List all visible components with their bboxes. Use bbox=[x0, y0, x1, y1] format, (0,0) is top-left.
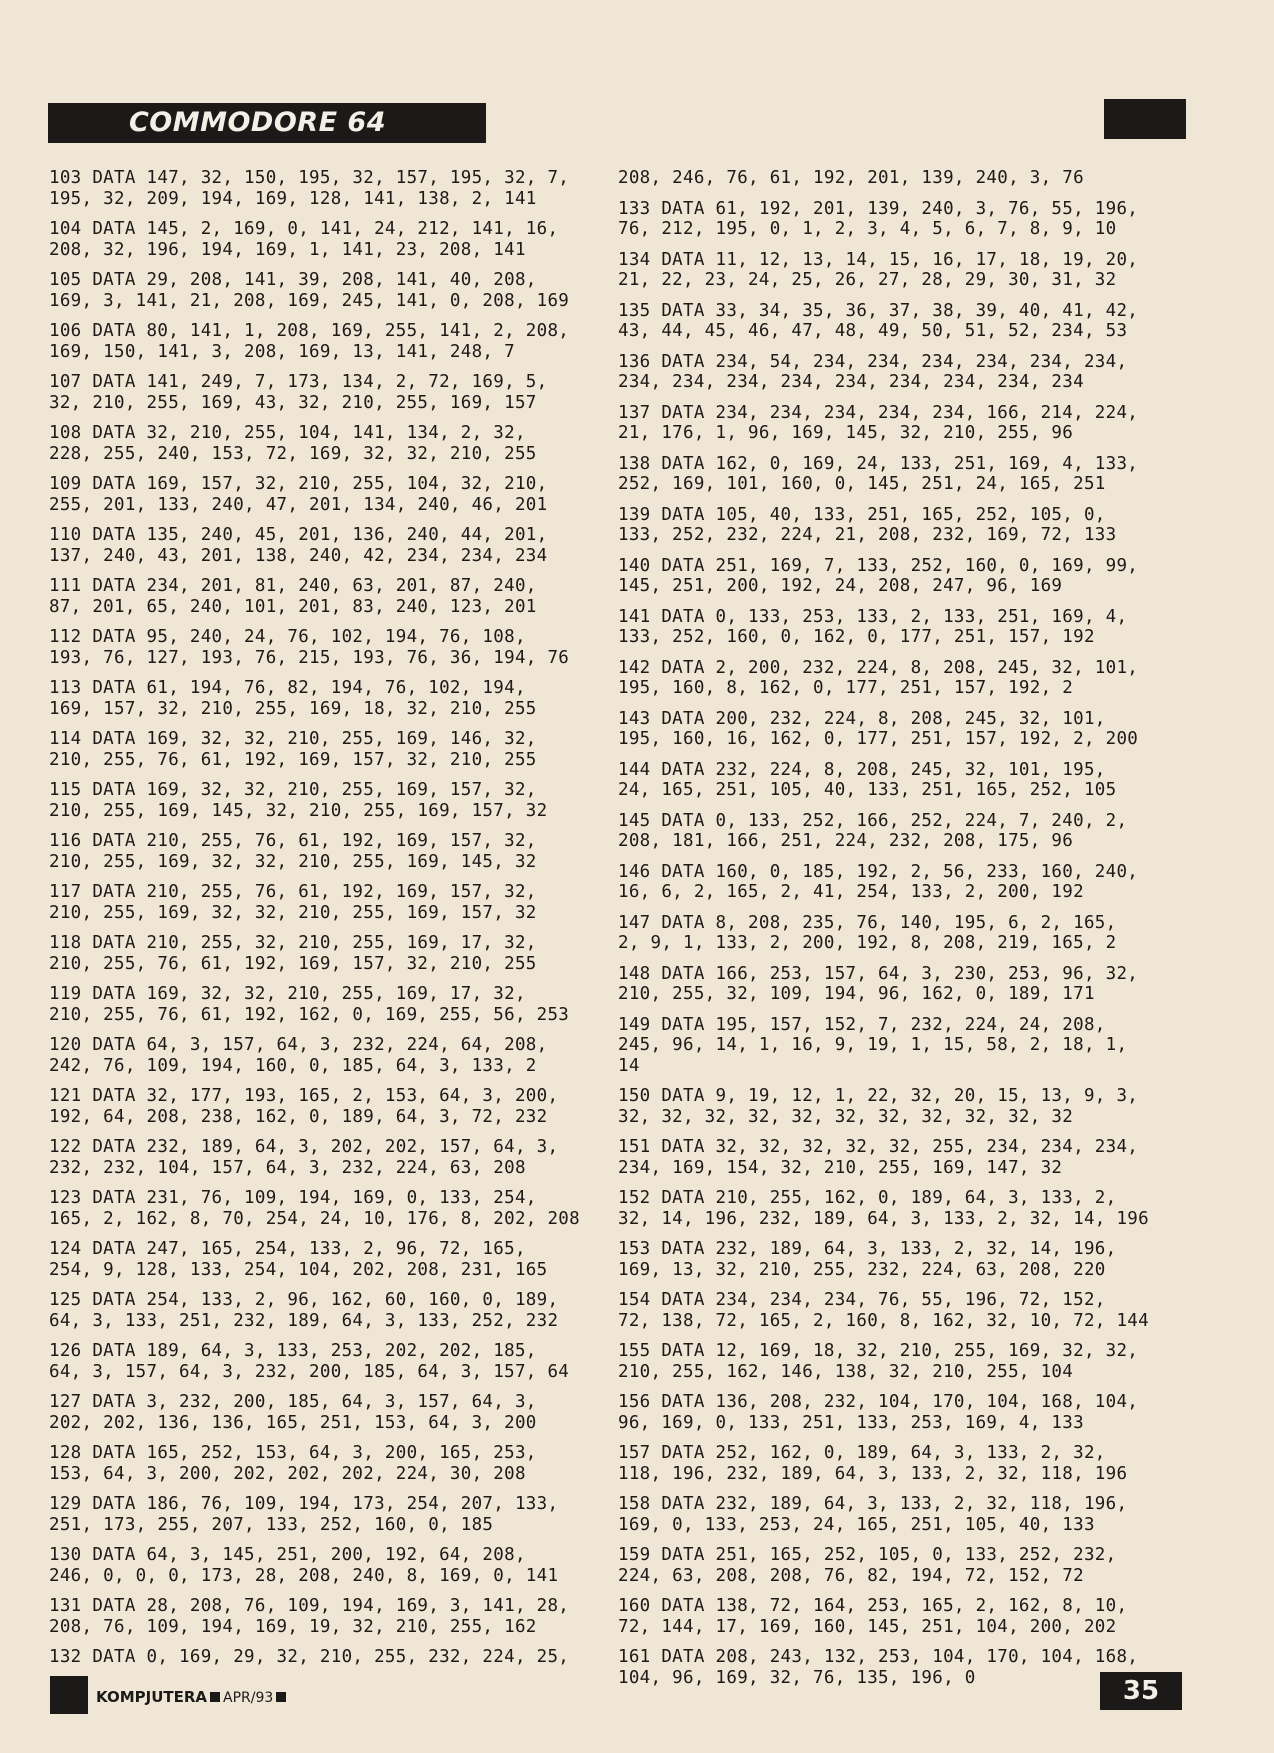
data-line: 142 DATA 2, 200, 232, 224, 8, 208, 245, 32, 101, 195, 160, 8, 162, 0, 177, 251, 157, 192, 2 bbox=[618, 657, 1139, 698]
data-line: 125 DATA 254, 133, 2, 96, 162, 60, 160, 0, 189, 64, 3, 133, 251, 232, 189, 64, 3, 133, 252, 232 bbox=[49, 1290, 559, 1331]
square-bullet-icon bbox=[210, 1692, 220, 1702]
data-line: 132 DATA 0, 169, 29, 32, 210, 255, 232, 224, 25, bbox=[49, 1647, 570, 1667]
section-header: COMMODORE 64 bbox=[48, 103, 486, 143]
footer-credit bbox=[96, 1688, 289, 1706]
issue-date: APR/93 bbox=[223, 1690, 274, 1706]
footer-logo-block bbox=[50, 1676, 88, 1714]
data-line: 106 DATA 80, 141, 1, 208, 169, 255, 141, 2, 208, 169, 150, 141, 3, 208, 169, 13, 141, 248, 7 bbox=[49, 321, 570, 362]
data-line: 127 DATA 3, 232, 200, 185, 64, 3, 157, 64, 3, 202, 202, 136, 136, 165, 251, 153, 64, 3, 200 bbox=[49, 1392, 537, 1433]
data-line: 144 DATA 232, 224, 8, 208, 245, 32, 101, 195, 24, 165, 251, 105, 40, 133, 251, 165, 252, 105 bbox=[618, 759, 1117, 800]
data-line: 124 DATA 247, 165, 254, 133, 2, 96, 72, 165, 254, 9, 128, 133, 254, 104, 202, 208, 231, 165 bbox=[49, 1239, 548, 1280]
data-line: 105 DATA 29, 208, 141, 39, 208, 141, 40, 208, 169, 3, 141, 21, 208, 169, 245, 141, 0, 208, 169 bbox=[49, 270, 570, 311]
data-line: 134 DATA 11, 12, 13, 14, 15, 16, 17, 18, 19, 20, 21, 22, 23, 24, 25, 26, 27, 28, 29, 30, 31, 32 bbox=[618, 249, 1139, 290]
data-line: 119 DATA 169, 32, 32, 210, 255, 169, 17, 32, 210, 255, 76, 61, 192, 162, 0, 169, 255, 56, 253 bbox=[49, 984, 570, 1025]
data-line: 139 DATA 105, 40, 133, 251, 165, 252, 105, 0, 133, 252, 232, 224, 21, 208, 232, 169, 72, 133 bbox=[618, 504, 1117, 545]
corner-decoration bbox=[1104, 99, 1186, 139]
data-line: 155 DATA 12, 169, 18, 32, 210, 255, 169, 32, 32, 210, 255, 162, 146, 138, 32, 210, 255, 104 bbox=[618, 1341, 1139, 1382]
data-line: 151 DATA 32, 32, 32, 32, 32, 255, 234, 234, 234, 234, 169, 154, 32, 210, 255, 169, 147, 32 bbox=[618, 1137, 1139, 1178]
data-line: 121 DATA 32, 177, 193, 165, 2, 153, 64, 3, 200, 192, 64, 208, 238, 162, 0, 189, 64, 3, 72, 232 bbox=[49, 1086, 559, 1127]
data-line: 147 DATA 8, 208, 235, 76, 140, 195, 6, 2, 165, 2, 9, 1, 133, 2, 200, 192, 8, 208, 219, 165, 2 bbox=[618, 912, 1117, 953]
data-line: 108 DATA 32, 210, 255, 104, 141, 134, 2, 32, 228, 255, 240, 153, 72, 169, 32, 32, 210, 255 bbox=[49, 423, 537, 464]
data-line: 161 DATA 208, 243, 132, 253, 104, 170, 104, 168, 104, 96, 169, 32, 76, 135, 196, 0 bbox=[618, 1647, 1139, 1688]
data-line: 143 DATA 200, 232, 224, 8, 208, 245, 32, 101, 195, 160, 16, 162, 0, 177, 251, 157, 192, 2, 200 bbox=[618, 708, 1139, 749]
data-line: 111 DATA 234, 201, 81, 240, 63, 201, 87, 240, 87, 201, 65, 240, 101, 201, 83, 240, 123, 201 bbox=[49, 576, 537, 617]
data-line: 122 DATA 232, 189, 64, 3, 202, 202, 157, 64, 3, 232, 232, 104, 157, 64, 3, 232, 224, 63, 208 bbox=[49, 1137, 559, 1178]
data-line: 154 DATA 234, 234, 234, 76, 55, 196, 72, 152, 72, 138, 72, 165, 2, 160, 8, 162, 32, 10, 72, 144 bbox=[618, 1290, 1149, 1331]
data-line: 208, 246, 76, 61, 192, 201, 139, 240, 3, 76 bbox=[618, 168, 1084, 188]
data-line: 123 DATA 231, 76, 109, 194, 169, 0, 133, 254, 165, 2, 162, 8, 70, 254, 24, 10, 176, 8, 202, 208 bbox=[49, 1188, 580, 1229]
data-line: 113 DATA 61, 194, 76, 82, 194, 76, 102, 194, 169, 157, 32, 210, 255, 169, 18, 32, 210, 255 bbox=[49, 678, 537, 719]
data-line: 160 DATA 138, 72, 164, 253, 165, 2, 162, 8, 10, 72, 144, 17, 169, 160, 145, 251, 104, 200, 202 bbox=[618, 1596, 1128, 1637]
data-line: 138 DATA 162, 0, 169, 24, 133, 251, 169, 4, 133, 252, 169, 101, 160, 0, 145, 251, 24, 165, 251 bbox=[618, 453, 1139, 494]
data-line: 149 DATA 195, 157, 152, 7, 232, 224, 24, 208, 245, 96, 14, 1, 16, 9, 19, 1, 15, 58, 2, 18, 1, 14 bbox=[618, 1014, 1128, 1076]
data-line: 118 DATA 210, 255, 32, 210, 255, 169, 17, 32, 210, 255, 76, 61, 192, 169, 157, 32, 210, 255 bbox=[49, 933, 537, 974]
data-line: 152 DATA 210, 255, 162, 0, 189, 64, 3, 133, 2, 32, 14, 196, 232, 189, 64, 3, 133, 2, 32, 14, 196 bbox=[618, 1188, 1149, 1229]
data-line: 110 DATA 135, 240, 45, 201, 136, 240, 44, 201, 137, 240, 43, 201, 138, 240, 42, 234, 234, 234 bbox=[49, 525, 548, 566]
data-line: 112 DATA 95, 240, 24, 76, 102, 194, 76, 108, 193, 76, 127, 193, 76, 215, 193, 76, 36, 194, 76 bbox=[49, 627, 570, 668]
data-line: 153 DATA 232, 189, 64, 3, 133, 2, 32, 14, 196, 169, 13, 32, 210, 255, 232, 224, 63, 208, 220 bbox=[618, 1239, 1117, 1280]
data-line: 133 DATA 61, 192, 201, 139, 240, 3, 76, 55, 196, 76, 212, 195, 0, 1, 2, 3, 4, 5, 6, 7, 8, 9, 10 bbox=[618, 198, 1139, 239]
data-line: 137 DATA 234, 234, 234, 234, 234, 166, 214, 224, 21, 176, 1, 96, 169, 145, 32, 210, 255, 96 bbox=[618, 402, 1139, 443]
data-line: 136 DATA 234, 54, 234, 234, 234, 234, 234, 234, 234, 234, 234, 234, 234, 234, 234, 234, 234 bbox=[618, 351, 1128, 392]
data-line: 146 DATA 160, 0, 185, 192, 2, 56, 233, 160, 240, 16, 6, 2, 165, 2, 41, 254, 133, 2, 200, 192 bbox=[618, 861, 1139, 902]
listing-column-right bbox=[618, 168, 1178, 1698]
data-line: 109 DATA 169, 157, 32, 210, 255, 104, 32, 210, 255, 201, 133, 240, 47, 201, 134, 240, 46, 201 bbox=[49, 474, 548, 515]
listing-column-left bbox=[49, 168, 609, 1678]
data-line: 159 DATA 251, 165, 252, 105, 0, 133, 252, 232, 224, 63, 208, 208, 76, 82, 194, 72, 152, 72 bbox=[618, 1545, 1117, 1586]
data-line: 117 DATA 210, 255, 76, 61, 192, 169, 157, 32, 210, 255, 169, 32, 32, 210, 255, 169, 157, 32 bbox=[49, 882, 537, 923]
data-line: 104 DATA 145, 2, 169, 0, 141, 24, 212, 141, 16, 208, 32, 196, 194, 169, 1, 141, 23, 208, 141 bbox=[49, 219, 559, 260]
data-line: 114 DATA 169, 32, 32, 210, 255, 169, 146, 32, 210, 255, 76, 61, 192, 169, 157, 32, 210, 255 bbox=[49, 729, 537, 770]
data-line: 103 DATA 147, 32, 150, 195, 32, 157, 195, 32, 7, 195, 32, 209, 194, 169, 128, 141, 138, 2, 141 bbox=[49, 168, 570, 209]
data-line: 150 DATA 9, 19, 12, 1, 22, 32, 20, 15, 13, 9, 3, 32, 32, 32, 32, 32, 32, 32, 32, 32, 32, 32 bbox=[618, 1086, 1139, 1127]
data-line: 135 DATA 33, 34, 35, 36, 37, 38, 39, 40, 41, 42, 43, 44, 45, 46, 47, 48, 49, 50, 51, 52, 234, 53 bbox=[618, 300, 1139, 341]
data-line: 107 DATA 141, 249, 7, 173, 134, 2, 72, 169, 5, 32, 210, 255, 169, 43, 32, 210, 255, 169, 157 bbox=[49, 372, 548, 413]
data-line: 126 DATA 189, 64, 3, 133, 253, 202, 202, 185, 64, 3, 157, 64, 3, 232, 200, 185, 64, 3, 157, 64 bbox=[49, 1341, 570, 1382]
data-line: 156 DATA 136, 208, 232, 104, 170, 104, 168, 104, 96, 169, 0, 133, 251, 133, 253, 169, 4, 133 bbox=[618, 1392, 1139, 1433]
data-line: 116 DATA 210, 255, 76, 61, 192, 169, 157, 32, 210, 255, 169, 32, 32, 210, 255, 169, 145, 32 bbox=[49, 831, 537, 872]
data-line: 157 DATA 252, 162, 0, 189, 64, 3, 133, 2, 32, 118, 196, 232, 189, 64, 3, 133, 2, 32, 118, 196 bbox=[618, 1443, 1128, 1484]
data-line: 141 DATA 0, 133, 253, 133, 2, 133, 251, 169, 4, 133, 252, 160, 0, 162, 0, 177, 251, 157, 192 bbox=[618, 606, 1128, 647]
square-bullet-icon bbox=[276, 1692, 286, 1702]
page-number: 35 bbox=[1100, 1672, 1182, 1710]
data-line: 140 DATA 251, 169, 7, 133, 252, 160, 0, 169, 99, 145, 251, 200, 192, 24, 208, 247, 96, 169 bbox=[618, 555, 1139, 596]
data-line: 129 DATA 186, 76, 109, 194, 173, 254, 207, 133, 251, 173, 255, 207, 133, 252, 160, 0, 185 bbox=[49, 1494, 559, 1535]
data-line: 120 DATA 64, 3, 157, 64, 3, 232, 224, 64, 208, 242, 76, 109, 194, 160, 0, 185, 64, 3, 133, 2 bbox=[49, 1035, 548, 1076]
data-line: 115 DATA 169, 32, 32, 210, 255, 169, 157, 32, 210, 255, 169, 145, 32, 210, 255, 169, 157, 32 bbox=[49, 780, 548, 821]
data-line: 148 DATA 166, 253, 157, 64, 3, 230, 253, 96, 32, 210, 255, 32, 109, 194, 96, 162, 0, 189, 171 bbox=[618, 963, 1139, 1004]
magazine-name: KOMPJUTERA bbox=[96, 1688, 208, 1706]
data-line: 130 DATA 64, 3, 145, 251, 200, 192, 64, 208, 246, 0, 0, 0, 173, 28, 208, 240, 8, 169, 0, 141 bbox=[49, 1545, 559, 1586]
data-line: 128 DATA 165, 252, 153, 64, 3, 200, 165, 253, 153, 64, 3, 200, 202, 202, 202, 224, 30, 208 bbox=[49, 1443, 537, 1484]
data-line: 131 DATA 28, 208, 76, 109, 194, 169, 3, 141, 28, 208, 76, 109, 194, 169, 19, 32, 210, 255, 162 bbox=[49, 1596, 570, 1637]
data-line: 158 DATA 232, 189, 64, 3, 133, 2, 32, 118, 196, 169, 0, 133, 253, 24, 165, 251, 105, 40, 133 bbox=[618, 1494, 1128, 1535]
data-line: 145 DATA 0, 133, 252, 166, 252, 224, 7, 240, 2, 208, 181, 166, 251, 224, 232, 208, 175, 96 bbox=[618, 810, 1128, 851]
